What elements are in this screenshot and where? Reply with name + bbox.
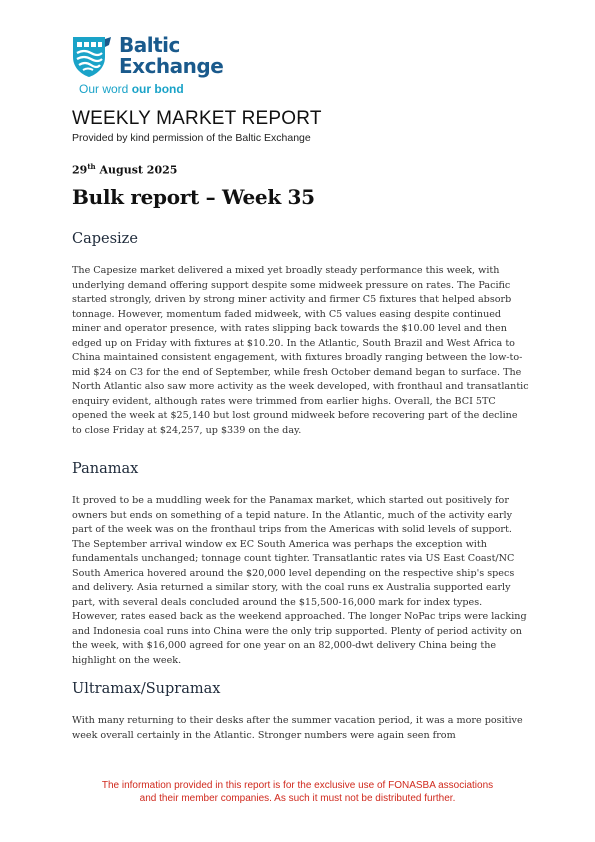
section-body-ultramax-supramax: With many returning to their desks after the summer vacation period, it was a more positive week overall certainly in the Atlantic. Stronger numbers were again seen from (72, 715, 523, 741)
logo-tagline-regular: Our word (79, 82, 129, 96)
report-date-day: 29 (72, 163, 88, 177)
section-heading-ultramax-supramax: Ultramax/Supramax (72, 681, 221, 697)
distribution-notice (0, 779, 595, 805)
section-heading-capesize: Capesize (72, 231, 138, 247)
report-date-suffix: th (87, 162, 96, 171)
section-body-capesize: The Capesize market delivered a mixed yet broadly steady performance this week, with underlying demand offering support despite some midweek pressure on rates. The Pacific started strongly, driven by strong miner activity and firmer C5 fixtures that helped absorb tonnage. However, momentum faded midweek, with C5 values easing despite continued miner and operator presence, with rates slipping back towards the $10.00 level and then edged up on Friday with fixtures at $10.20. In the Atlantic, South Brazil and West Africa to China maintained consistent engagement, with fixtures broadly ranging between the low-to-mid $24 on C3 for the end of September, while fresh October demand began to surface. The North Atlantic also saw more activity as the week developed, with fronthaul and transatlantic enquiry evident, although rates were trimmed from earlier highs. Overall, the BCI 5TC opened the week at $25,140 but lost ground midweek before recovering part of the decline to close Friday at $24,257, up $339 on the day. (72, 265, 529, 437)
report-subheading: Provided by kind permission of the Baltic Exchange (72, 132, 311, 144)
distribution-notice-line2: and their member companies. As such it must not be distributed further. (139, 793, 456, 804)
logo-wordmark-line1: Baltic (119, 33, 180, 57)
report-date-rest: August 2025 (95, 163, 178, 177)
logo-wordmark-line2: Exchange (119, 54, 224, 78)
baltic-exchange-logo (71, 33, 231, 96)
logo-tagline (79, 82, 184, 96)
section-heading-panamax: Panamax (72, 461, 139, 477)
report-heading: WEEKLY MARKET REPORT (72, 108, 322, 129)
baltic-exchange-emblem-icon (71, 35, 113, 78)
page-title: Bulk report – Week 35 (72, 185, 315, 209)
report-date (72, 162, 177, 177)
distribution-notice-line1: The information provided in this report is for the exclusive use of FONASBA associations (101, 780, 494, 791)
logo-tagline-bold: our bond (131, 82, 184, 96)
section-body-panamax: It proved to be a muddling week for the Panamax market, which started out positively for owners but ends on something of a tepid nature. In the Atlantic, much of the activity early part of the week was on the fronthaul trips from the Americas with solid levels of support. The September arrival window ex EC South America was perhaps the exception with fundamentals unchanged; tonnage count tighter. Transatlantic rates via US East Coast/NC South America hovered around the $20,000 level depending on the respective ship's specs and delivery. Asia returned a similar story, with the coal runs ex Australia supported early part, with several deals concluded around the $15,500-16,000 mark for index types. However, rates eased back as the weekend approached. The longer NoPac trips were lacking and Indonesia coal runs into China were the only trip supported. Plenty of period activity on the week, with $16,000 agreed for one year on an 82,000-dwt delivery China being the highlight on the week. (72, 495, 527, 667)
logo-wordmark (119, 35, 223, 77)
